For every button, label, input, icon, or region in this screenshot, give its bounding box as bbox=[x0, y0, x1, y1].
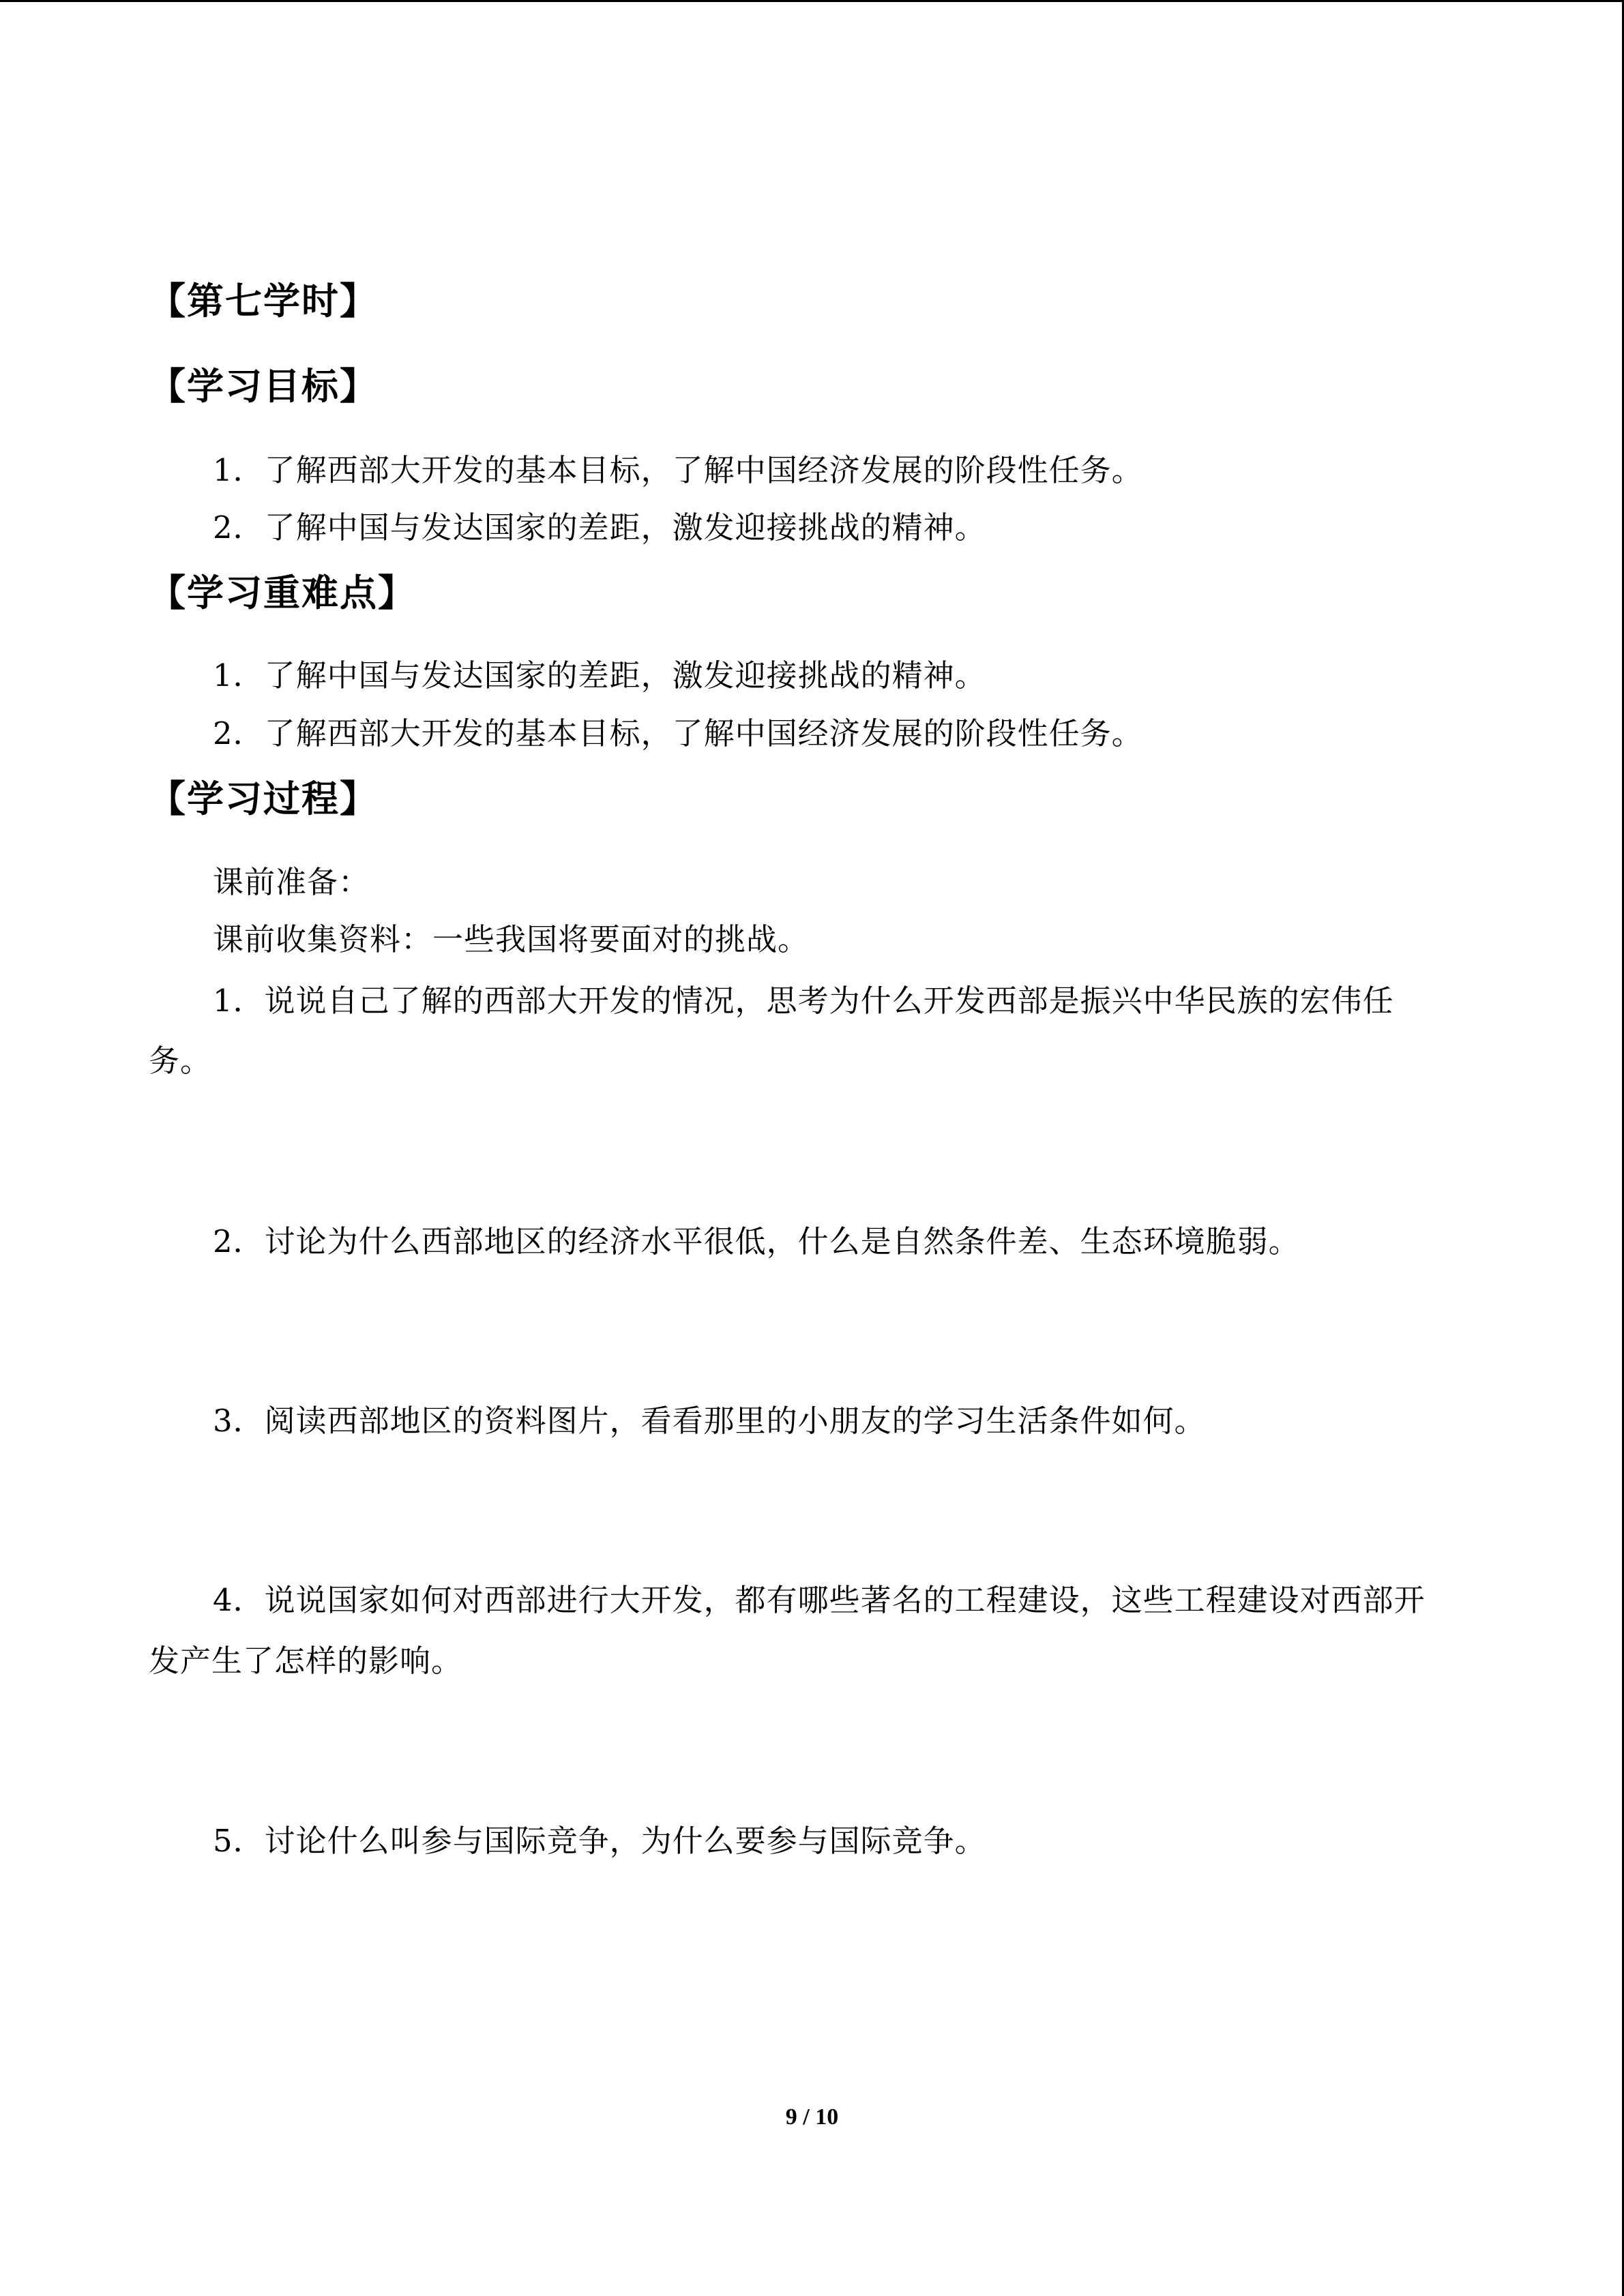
process-item-1-line-2: 务。 bbox=[149, 1043, 212, 1079]
process-item-2: 2．讨论为什么西部地区的经济水平很低，什么是自然条件差、生态环境脆弱。 bbox=[213, 1223, 1300, 1259]
key-points-heading: 【学习重难点】 bbox=[149, 571, 416, 614]
prep-label: 课前准备： bbox=[213, 864, 370, 900]
process-item-5: 5．讨论什么叫参与国际竞争，为什么要参与国际竞争。 bbox=[213, 1823, 986, 1859]
key-point-item-2: 2．了解西部大开发的基本目标，了解中国经济发展的阶段性任务。 bbox=[213, 715, 1143, 751]
lesson-heading: 【第七学时】 bbox=[149, 280, 378, 323]
objective-item-2: 2．了解中国与发达国家的差距，激发迎接挑战的精神。 bbox=[213, 509, 986, 546]
process-item-1-line-1: 1．说说自己了解的西部大开发的情况，思考为什么开发西部是振兴中华民族的宏伟任 bbox=[213, 983, 1394, 1019]
objectives-heading: 【学习目标】 bbox=[149, 365, 378, 408]
process-item-3: 3．阅读西部地区的资料图片，看看那里的小朋友的学习生活条件如何。 bbox=[213, 1403, 1206, 1439]
prep-text: 课前收集资料：一些我国将要面对的挑战。 bbox=[213, 921, 810, 957]
page-number: 9 / 10 bbox=[785, 2104, 839, 2130]
key-point-item-1: 1．了解中国与发达国家的差距，激发迎接挑战的精神。 bbox=[213, 657, 986, 694]
process-item-4-line-2: 发产生了怎样的影响。 bbox=[149, 1643, 463, 1679]
objective-item-1: 1．了解西部大开发的基本目标，了解中国经济发展的阶段性任务。 bbox=[213, 452, 1143, 488]
process-heading: 【学习过程】 bbox=[149, 777, 378, 820]
page-top-border bbox=[0, 0, 1624, 2]
process-item-4-line-1: 4．说说国家如何对西部进行大开发，都有哪些著名的工程建设，这些工程建设对西部开 bbox=[213, 1582, 1426, 1618]
